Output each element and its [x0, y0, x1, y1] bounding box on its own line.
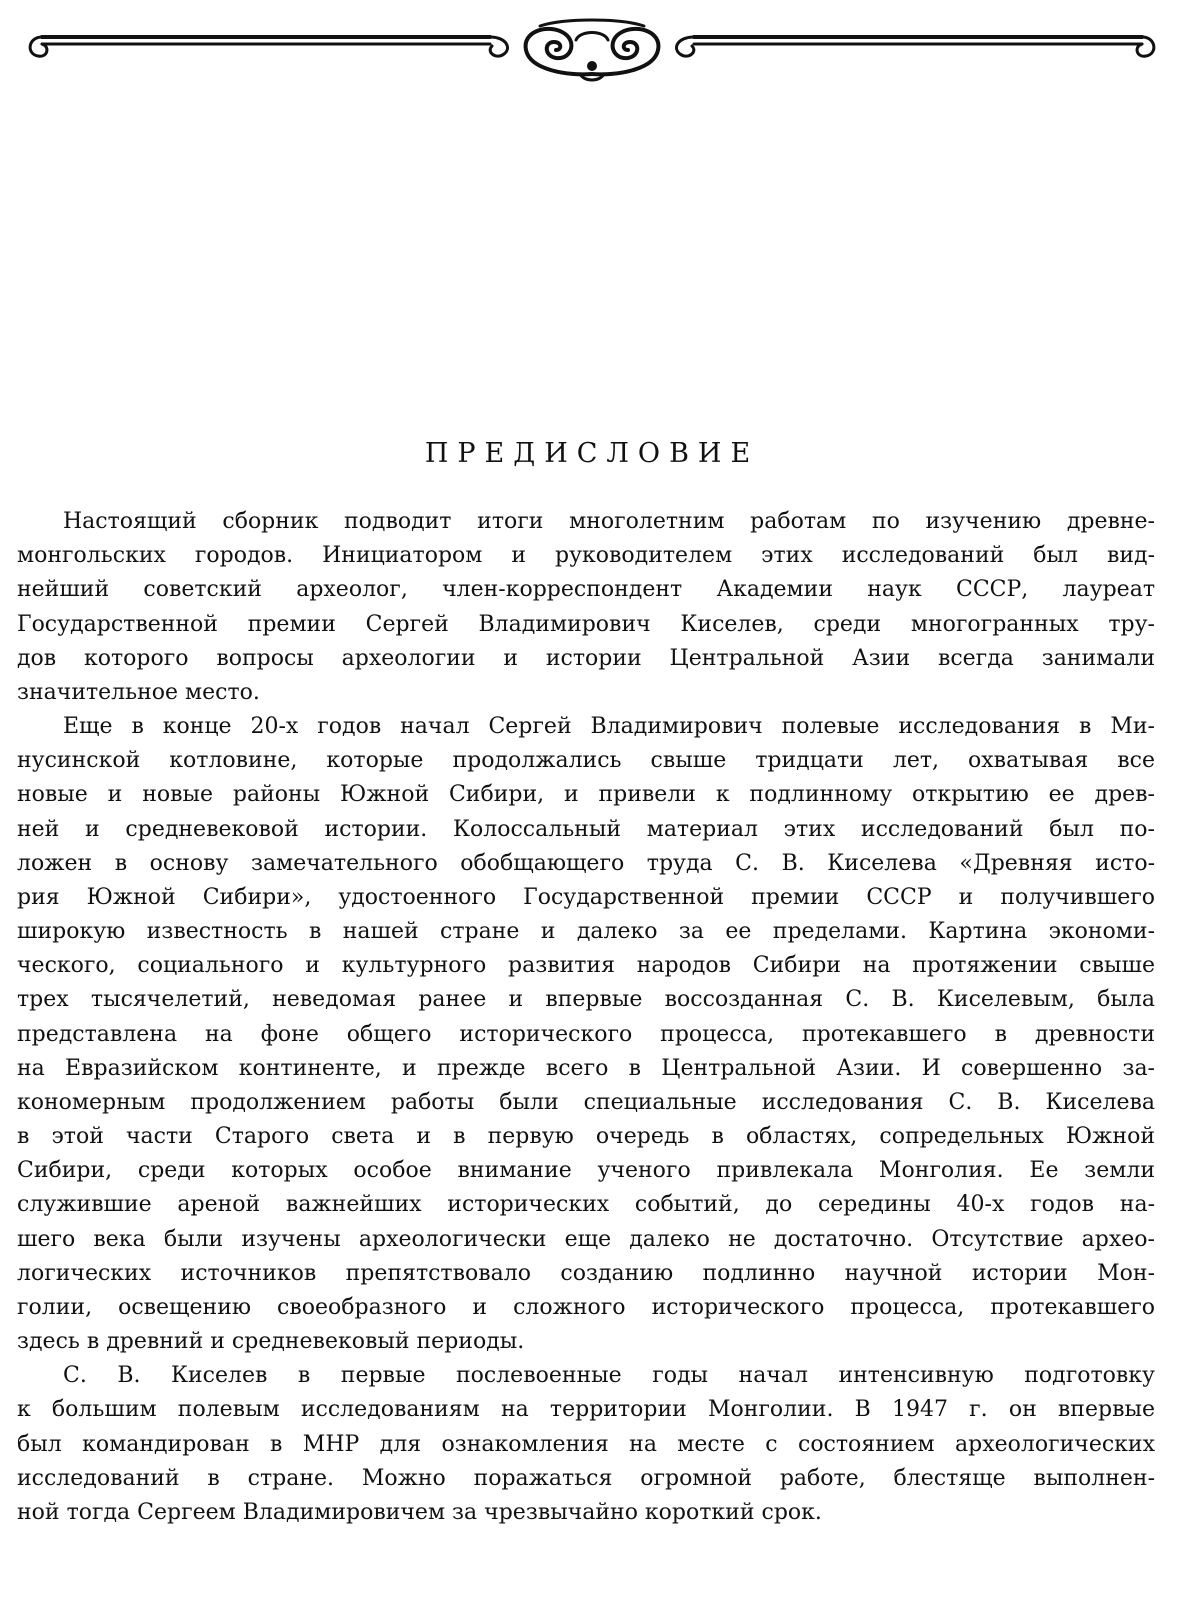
paragraph	[17, 1359, 1155, 1530]
text-line: к большим полевым исследованиям на территории Монголии. В 1947 г. он впервые	[17, 1397, 1155, 1423]
text-line: трех тысячелетий, неведомая ранее и впервые воссозданная С. В. Киселевым, была	[17, 987, 1155, 1013]
text-line: исследований в стране. Можно поражаться огромной работе, блестяще выполнен-	[17, 1465, 1155, 1491]
text-line: монгольских городов. Инициатором и руководителем этих исследований был вид-	[17, 543, 1155, 569]
paragraph	[17, 710, 1155, 1359]
text-line: представлена на фоне общего исторического процесса, протекавшего в древности	[17, 1021, 1155, 1047]
text-line: Сибири, среди которых особое внимание ученого привлекала Монголия. Ее земли	[17, 1158, 1155, 1184]
text-line: Еще в конце 20-х годов начал Сергей Владимирович полевые исследования в Ми-	[63, 714, 1155, 740]
text-line: кономерным продолжением работы были специальные исследования С. В. Киселева	[17, 1089, 1155, 1115]
text-line: на Евразийском континенте, и прежде всего в Центральной Азии. И совершенно за-	[17, 1055, 1155, 1081]
text-line: ней и средневековой истории. Колоссальный материал этих исследований был по-	[17, 816, 1155, 842]
text-line: дов которого вопросы археологии и истории Центральной Азии всегда занимали	[17, 645, 1155, 671]
paragraph	[17, 505, 1155, 710]
page-title: ПРЕДИСЛОВИЕ	[424, 438, 760, 469]
text-line: значительное место.	[17, 679, 260, 705]
text-line: логических источников препятствовало созданию подлинно научной истории Мон-	[17, 1260, 1155, 1286]
text-line: голии, освещению своеобразного и сложного исторического процесса, протекавшего	[17, 1294, 1155, 1320]
text-line: шего века были изучены археологически еще далеко не достаточно. Отсутствие архео-	[17, 1226, 1155, 1252]
text-line: широкую известность в нашей стране и далеко за ее пределами. Картина экономи-	[17, 919, 1155, 945]
text-line: служившие ареной важнейших исторических событий, до середины 40-х годов на-	[17, 1192, 1155, 1218]
body-text	[17, 505, 1155, 1530]
text-line: новые и новые районы Южной Сибири, и привели к подлинному открытию ее древ-	[17, 782, 1155, 808]
text-line: в этой части Старого света и в первую очередь в областях, сопредельных Южной	[17, 1124, 1155, 1150]
text-line: здесь в древний и средневековый периоды.	[17, 1329, 525, 1355]
text-line: Настоящий сборник подводит итоги многолетним работам по изучению древне-	[63, 509, 1155, 534]
text-line: Государственной премии Сергей Владимирович Киселев, среди многогранных тру-	[17, 611, 1155, 637]
scroll-flourish-ornament-icon	[20, 14, 1164, 84]
text-line: С. В. Киселев в первые послевоенные годы начал интенсивную подготовку	[63, 1363, 1155, 1389]
text-line: нусинской котловине, которые продолжались свыше тридцати лет, охватывая все	[17, 748, 1155, 774]
text-line: ложен в основу замечательного обобщающего труда С. В. Киселева «Древняя исто-	[17, 850, 1155, 876]
text-line: ческого, социального и культурного развития народов Сибири на протяжении свыше	[17, 953, 1155, 979]
text-line: нейший советский археолог, член-корреспондент Академии наук СССР, лауреат	[17, 577, 1155, 603]
text-line: ной тогда Сергеем Владимировичем за чрезвычайно короткий срок.	[17, 1499, 822, 1525]
text-line: был командирован в МНР для ознакомления на месте с состоянием археологических	[17, 1431, 1155, 1457]
text-line: рия Южной Сибири», удостоенного Государственной премии СССР и получившего	[17, 884, 1155, 910]
